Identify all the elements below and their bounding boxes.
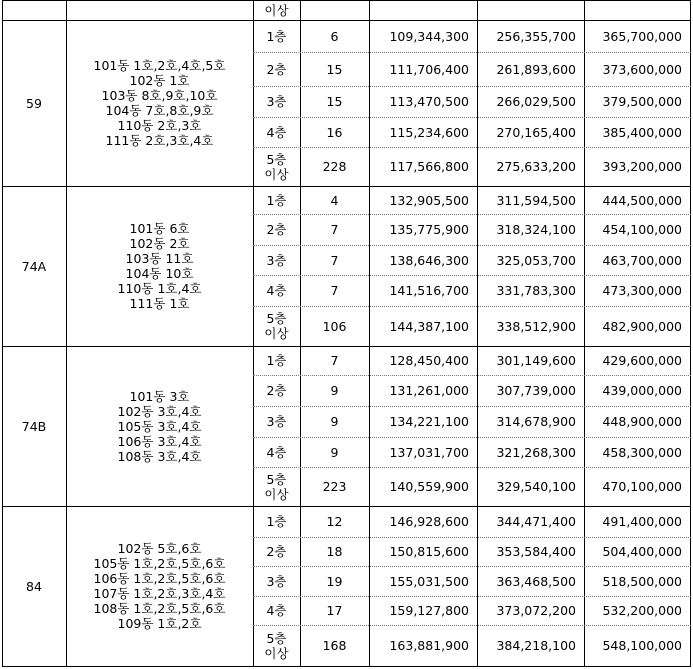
unit-line: 111동 1호 [129, 296, 190, 311]
price-cell: 379,500,000 [602, 94, 682, 109]
price-cell: 109,344,300 [389, 28, 469, 44]
unit-list [94, 58, 226, 148]
price-cell: 518,500,000 [602, 573, 682, 589]
unit-line: 106동 1호,2호,5호,6호 [93, 571, 226, 586]
floor-cell: 2층 [266, 544, 287, 559]
price-cell: 470,100,000 [602, 479, 682, 494]
row-divider [253, 406, 691, 407]
price-cell: 321,268,300 [496, 444, 576, 460]
row-divider [253, 275, 691, 276]
count-cell: 6 [330, 28, 339, 44]
count-cell: 4 [330, 192, 339, 208]
price-cell: 155,031,500 [389, 573, 469, 589]
count-cell: 18 [326, 544, 343, 559]
price-cell: 261,893,600 [496, 61, 576, 77]
price-cell: 138,646,300 [389, 252, 469, 268]
row-divider [253, 596, 691, 597]
unit-line: 108동 3호,4호 [117, 448, 202, 464]
count-cell: 7 [330, 252, 339, 268]
price-cell: 329,540,100 [496, 479, 576, 494]
unit-line: 104동 10호 [125, 266, 194, 281]
unit-line: 102동 1호 [129, 73, 190, 88]
floor-cell: 4층 [266, 603, 287, 618]
column-divider [2, 0, 3, 667]
price-cell: 131,261,000 [389, 383, 469, 398]
column-divider [66, 0, 67, 667]
floor-cell: 5층 이상 [264, 630, 289, 661]
price-cell: 163,881,900 [389, 638, 469, 653]
price-cell: 365,700,000 [602, 28, 682, 44]
price-cell: 117,566,800 [389, 159, 469, 174]
floor-cell: 5층 이상 [264, 311, 289, 341]
price-cell: 373,072,200 [496, 603, 576, 618]
row-divider [253, 117, 691, 118]
floor-cell: 1층 [266, 28, 287, 44]
group-divider [2, 346, 691, 347]
price-cell: 325,053,700 [496, 252, 576, 268]
price-cell: 256,355,700 [496, 28, 576, 44]
unit-list-cell [66, 506, 253, 666]
price-cell: 132,905,500 [389, 192, 469, 208]
price-cell: 444,500,000 [602, 192, 682, 208]
price-cell: 373,600,000 [602, 61, 682, 77]
price-cell: 429,600,000 [602, 353, 682, 368]
floor-cell: 3층 [266, 573, 287, 589]
unit-line: 102동 3호,4호 [117, 403, 202, 419]
unit-list [118, 221, 202, 311]
floor-cell: 4층 [266, 444, 287, 460]
row-divider [253, 245, 691, 246]
price-cell: 532,200,000 [602, 603, 682, 618]
row-divider [253, 625, 691, 626]
group-divider [2, 186, 691, 187]
price-cell: 141,516,700 [389, 283, 469, 298]
price-cell: 363,468,500 [496, 573, 576, 589]
count-cell: 19 [326, 573, 343, 589]
price-cell: 482,900,000 [602, 318, 682, 334]
price-cell: 454,100,000 [602, 222, 682, 237]
unit-line: 105동 3호,4호 [117, 418, 202, 434]
price-cell: 301,149,600 [496, 353, 576, 368]
price-cell: 344,471,400 [496, 514, 576, 529]
row-divider [253, 467, 691, 468]
unit-type-cell: 74A [21, 258, 47, 274]
floor-cell: 5층 이상 [264, 151, 289, 182]
unit-list-cell [66, 186, 253, 346]
floor-cell: 3층 [266, 252, 287, 268]
row-divider [253, 375, 691, 376]
price-cell: 134,221,100 [389, 414, 469, 429]
price-cell: 473,300,000 [602, 283, 682, 298]
price-cell: 266,029,500 [496, 94, 576, 109]
count-cell: 15 [326, 94, 343, 109]
row-divider [253, 52, 691, 53]
unit-line: 110동 1호,4호 [117, 281, 202, 296]
count-cell: 17 [326, 603, 343, 618]
unit-line: 110동 2호,3호 [117, 118, 202, 133]
unit-line: 104동 7호,8호,9호 [105, 103, 214, 118]
unit-line: 109동 1호,2호 [117, 616, 202, 631]
unit-list [94, 541, 226, 631]
floor-cell: 4층 [266, 124, 287, 140]
price-cell: 140,559,900 [389, 479, 469, 494]
group-divider [2, 666, 691, 667]
price-cell: 491,400,000 [602, 514, 682, 529]
price-cell: 385,400,000 [602, 124, 682, 140]
group-divider [2, 506, 691, 507]
price-cell: 275,633,200 [496, 159, 576, 174]
count-cell: 16 [326, 124, 343, 140]
floor-cell: 5층 이상 [264, 471, 289, 502]
unit-line: 101동 1호,2호,4호,5호 [93, 58, 226, 73]
price-cell: 463,700,000 [602, 252, 682, 268]
group-divider [2, 0, 691, 1]
count-cell: 9 [330, 414, 339, 429]
floor-cell: 4층 [266, 283, 287, 298]
row-divider [253, 437, 691, 438]
price-cell: 115,234,600 [389, 124, 469, 140]
row-divider [253, 566, 691, 567]
price-cell: 331,783,300 [496, 283, 576, 298]
price-cell: 307,739,000 [496, 383, 576, 398]
count-cell: 12 [326, 514, 343, 529]
price-cell: 439,000,000 [602, 383, 682, 398]
unit-list [118, 389, 202, 464]
price-cell: 318,324,100 [496, 222, 576, 237]
floor-cell: 1층 [266, 353, 287, 368]
unit-type-cell: 74B [21, 418, 47, 434]
count-cell: 106 [322, 318, 347, 334]
row-divider [253, 537, 691, 538]
unit-list-cell [66, 20, 253, 186]
floor-cell: 3층 [266, 414, 287, 429]
unit-line: 106동 3호,4호 [117, 433, 202, 449]
count-cell: 168 [322, 638, 347, 653]
price-cell: 111,706,400 [389, 61, 469, 77]
price-cell: 548,100,000 [602, 638, 682, 653]
count-cell: 228 [322, 159, 347, 174]
unit-line: 103동 8호,9호,10호 [101, 88, 218, 103]
price-cell: 128,450,400 [389, 353, 469, 368]
price-cell: 270,165,400 [496, 124, 576, 140]
count-cell: 223 [322, 479, 347, 494]
unit-line: 105동 1호,2호,5호,6호 [93, 556, 226, 571]
price-cell: 353,584,400 [496, 544, 576, 559]
price-cell: 448,900,000 [602, 414, 682, 429]
floor-cell: 이상 [264, 2, 289, 18]
price-cell: 458,300,000 [602, 444, 682, 460]
unit-line: 107동 1호,2호,3호,4호 [93, 586, 226, 601]
floor-cell: 2층 [266, 383, 287, 398]
price-cell: 393,200,000 [602, 159, 682, 174]
floor-cell: 1층 [266, 192, 287, 208]
floor-cell: 1층 [266, 514, 287, 529]
price-cell: 137,031,700 [389, 444, 469, 460]
unit-line: 102동 5호,6호 [117, 541, 202, 556]
price-cell: 338,512,900 [496, 318, 576, 334]
floor-cell: 2층 [266, 61, 287, 77]
price-cell: 384,218,100 [496, 638, 576, 653]
price-cell: 314,678,900 [496, 414, 576, 429]
count-cell: 7 [330, 353, 339, 368]
price-cell: 159,127,800 [389, 603, 469, 618]
row-divider [253, 86, 691, 87]
unit-type-cell: 84 [26, 578, 42, 594]
price-cell: 113,470,500 [389, 94, 469, 109]
price-cell: 311,594,500 [496, 192, 576, 208]
row-divider [253, 147, 691, 148]
count-cell: 7 [330, 222, 339, 237]
count-cell: 9 [330, 383, 339, 398]
count-cell: 7 [330, 283, 339, 298]
unit-line: 101동 3호 [129, 388, 190, 404]
floor-cell: 2층 [266, 222, 287, 237]
row-divider [253, 306, 691, 307]
price-cell: 144,387,100 [389, 318, 469, 334]
price-cell: 146,928,600 [389, 514, 469, 529]
unit-type-cell: 59 [26, 95, 42, 111]
unit-line: 101동 6호 [129, 221, 190, 236]
unit-line: 102동 2호 [129, 236, 190, 251]
price-cell: 504,400,000 [602, 544, 682, 559]
unit-line: 108동 1호,2호,5호,6호 [93, 601, 226, 616]
price-cell: 150,815,600 [389, 544, 469, 559]
price-cell: 135,775,900 [389, 222, 469, 237]
floor-cell: 3층 [266, 94, 287, 109]
count-cell: 9 [330, 444, 339, 460]
unit-line: 103동 11호 [125, 251, 194, 266]
unit-line: 111동 2호,3호,4호 [105, 133, 214, 148]
group-divider [2, 20, 691, 21]
count-cell: 15 [326, 61, 343, 77]
row-divider [253, 214, 691, 215]
unit-list-cell [66, 346, 253, 506]
